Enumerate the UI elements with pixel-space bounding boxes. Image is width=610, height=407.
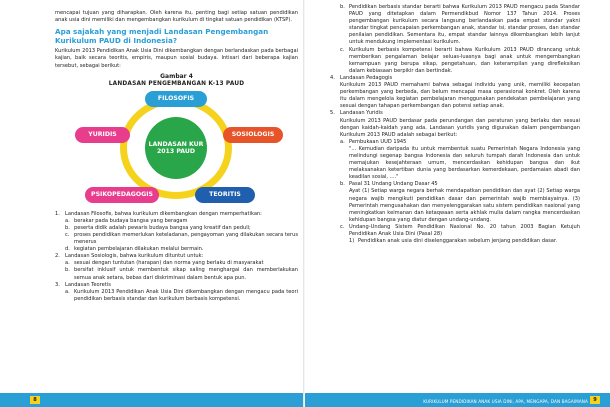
right-footer-bar xyxy=(305,393,610,407)
right-column xyxy=(330,4,580,245)
left-column xyxy=(55,10,298,303)
sub-item: d. kegiatan pembelajaran dilakukan melalui bermain. xyxy=(65,246,204,253)
list-item: 3. Landasan Teoretis a. Kurikulum 2013 Pendidikan Anak Usia Dini dikembangkan dengan mengacu pada teori pendidikan berbasis standar dan kurikulum berbasis kompetensi. xyxy=(55,281,298,302)
sub-item: a. sesuai dengan tuntutan (harapan) dan norma yang berlaku di masyarakat xyxy=(65,260,264,267)
list-item-yuridis: 5. Landasan Yuridis Kurikulum 2013 PAUD berdasar pada perundangan dan peraturan yang berlaku dan sesuai dengan kaidah-kaidah yang ada. Landasan yuridis yang digunakan dalam pengembangan Kurikulum 2013 PAUD adalah sebagai berikut: a. Pembukaan UUD 1945 "... Kemudian daripada itu untuk membentuk suatu Pemerintah Negara Indonesia yang melindungi segenap bangsa Indonesia dan seluruh tumpah darah Indonesia dan untuk memajukan kesejahteraan umum, mencerdaskan kehidupan bangsa dan ikut melaksanakan ketertiban dunia yang berdasarkan kemerdekaan, perdamaian abadi dan keadilan sosial, ...." b. Pasal 31 Undang Undang Dasar 45 Ayat (1) Setiap warga negara berhak mendapatkan pendidikan dan ayat (2) Setiap warga negara wajib mengikuti pendidikan dasar dan pemerintah wajib membiayainya. (3) Pemerintah mengusahakan dan menyelenggarakan satu sistem pendidikan nasional yang meningkatkan keimanan dan ketaqwaan serta akhlak mulia dalam rangka mencerdaskan kehidupan bangsa yang diatur dengan undang-undang. c. Undang-Undang Sistem Pendidikan Nasional No. 20 tahun 2003 Bagian Ketujuh Pendidikan Anak Usia Dini (Pasal 28) 1) Pendidikan anak usia dini diselenggarakan sebelum jenjang pendidikan dasar. xyxy=(330,110,580,245)
pill-teoritis: TEORITIS xyxy=(195,187,255,203)
list-item: 1. Landasan Filosofis, bahwa kurikulum dikembangkan dengan memperhatikan: a. berakar pada budaya bangsa yang beragam b. peserta didik adalah pewaris budaya bangsa yang kreatif dan peduli; c. proses pendidikan memerlukan keteladanan, pengayoman yang dilakukan secara terus menerus d. kegiatan pembelajaran dilakukan melalui bermain. xyxy=(55,210,298,253)
pill-filosofis: FILOSOFIS xyxy=(145,91,207,107)
sub-item: c. proses pendidikan memerlukan keteladanan, pengayoman yang dilakukan secara terus menerus xyxy=(65,231,298,246)
sub-item: a. Pembukaan UUD 1945 "... Kemudian daripada itu untuk membentuk suatu Pemerintah Negara Indonesia yang melindungi segenap bangsa Indonesia dan seluruh tumpah darah Indonesia dan untuk memajukan kesejahteraan umum, mencerdaskan kehidupan bangsa dan ikut melaksanakan ketertiban dunia yang berdasarkan kemerdekaan, perdamaian abadi dan keadilan sosial, ...." xyxy=(340,138,580,181)
left-footer-bar xyxy=(0,393,305,407)
landasan-diagram xyxy=(55,89,298,211)
sub-item: b. Pendidikan berbasis standar berarti bahwa Kurikulum 2013 PAUD mengacu pada Standar PAUD yang ditetapkan dalam Permendikbud Nomor 137 Tahun 2014. Proses pengembangan kurikulum secara langsung berlandaskan pada empat standar yakni standar tingkat pencapaian perkembangan anak, standar isi, standar proses, dan standar penilaian pendidikan. Sementara itu, empat standar lainnya dikembangkan lebih lanjut untuk mendukung implementasi kurikulum. xyxy=(340,4,580,46)
section-paragraph: Kurikulum 2013 Pendidikan Anak Usia Dini dikembangkan dengan berlandaskan pada berbagai kajian, baik secara teoritis, empiris, maupun sosial budaya. Intisari dari beberapa kajian tersebut, sebagai berikut: xyxy=(55,48,298,69)
figure-subtitle: LANDASAN PENGEMBANGAN K-13 PAUD xyxy=(108,80,245,87)
pill-psikopedagogis: PSIKOPEDAGOGIS xyxy=(85,187,159,203)
pill-yuridis: YURIDIS xyxy=(75,127,130,143)
sub-item: c. Undang-Undang Sistem Pendidikan Nasional No. 20 tahun 2003 Bagian Ketujuh Pendidikan Anak Usia Dini (Pasal 28) 1) Pendidikan anak usia dini diselenggarakan sebelum jenjang pendidikan dasar. xyxy=(340,223,580,245)
list-item: 2. Landasan Sosiologis, bahwa kurikulum dituntut untuk: a. sesuai dengan tuntutan (harapan) dan norma yang berlaku di masyarakat b. bersifat inklusif untuk membentuk sikap saling menghargai dan memberlakukan semua anak setara, bebas dari diskriminasi dalam bentuk apa pun. xyxy=(55,253,298,281)
sub-item: b. Pasal 31 Undang Undang Dasar 45 Ayat (1) Setiap warga negara berhak mendapatkan pendidikan dan ayat (2) Setiap warga negara wajib mengikuti pendidikan dasar dan pemerintah wajib membiayainya. (3) Pemerintah mengusahakan dan menyelenggarakan satu sistem pendidikan nasional yang meningkatkan keimanan dan ketaqwaan serta akhlak mulia dalam rangka mencerdaskan kehidupan bangsa yang diatur dengan undang-undang. xyxy=(340,181,580,223)
sub-sub-item: 1) Pendidikan anak usia dini diselenggarakan sebelum jenjang pendidikan dasar. xyxy=(349,238,558,245)
footer-text: KURIKULUM PENDIDIKAN ANAK USIA DINI, APA, MENGAPA, DAN BAGAIMANA xyxy=(423,399,588,404)
sub-item: b. bersifat inklusif untuk membentuk sikap saling menghargai dan memberlakukan semua anak setara, bebas dari diskriminasi dalam bentuk apa pun. xyxy=(65,267,298,281)
figure-title: Gambar 4 xyxy=(160,72,193,80)
sub-item: c. Kurikulum berbasis kompetensi berarti bahwa Kurikulum 2013 PAUD dirancang untuk memberikan pengalaman belajar seluas-luasnya bagi anak untuk mengembangkan kemampuan yang berupa sikap, pengetahuan, dan keterampilan yang direfleksikan dalam kebiasaan berpikir dan bertindak. xyxy=(340,46,580,74)
list-item-pedagogis: 4. Landasan Pedagogis Kurikulum 2013 PAUD memahami bahwa sebagai individu yang unik, memiliki kecepatan perkembangan yang berbeda, dan belum mencapai masa operasional konkret. Oleh karena itu dalam mengelola kegiatan pembelajaran menggunakan pendekatan pembelajaran yang sesuai dengan tahapan perkembangan dan potensi setiap anak. xyxy=(330,74,580,110)
left-page-number: 8 xyxy=(30,396,40,404)
sub-item: a. Kurikulum 2013 Pendidikan Anak Usia Dini dikembangkan dengan mengacu pada teori pendidikan berbasis standar dan kurikulum berbasis kompetensi. xyxy=(65,288,298,302)
sub-item: a. berakar pada budaya bangsa yang beragam xyxy=(65,217,188,224)
diagram-center: LANDASAN KUR 2013 PAUD xyxy=(145,117,207,179)
landasan-list xyxy=(55,211,298,303)
intro-paragraph: mencapai tujuan yang diharapkan. Oleh karena itu, penting bagi setiap satuan pendidikan anak usia dini memiliki dan mengembangkan kurikulum di tingkat satuan pendidikan (KTSP). xyxy=(55,10,298,24)
right-page-number: 9 xyxy=(590,396,600,404)
sub-item: b. peserta didik adalah pewaris budaya bangsa yang kreatif dan peduli; xyxy=(65,224,251,231)
pill-sosiologis: SOSIOLOGIS xyxy=(223,127,283,143)
section-heading: Apa sajakah yang menjadi Landasan Pengembangan Kurikulum PAUD di Indonesia? xyxy=(55,27,269,45)
